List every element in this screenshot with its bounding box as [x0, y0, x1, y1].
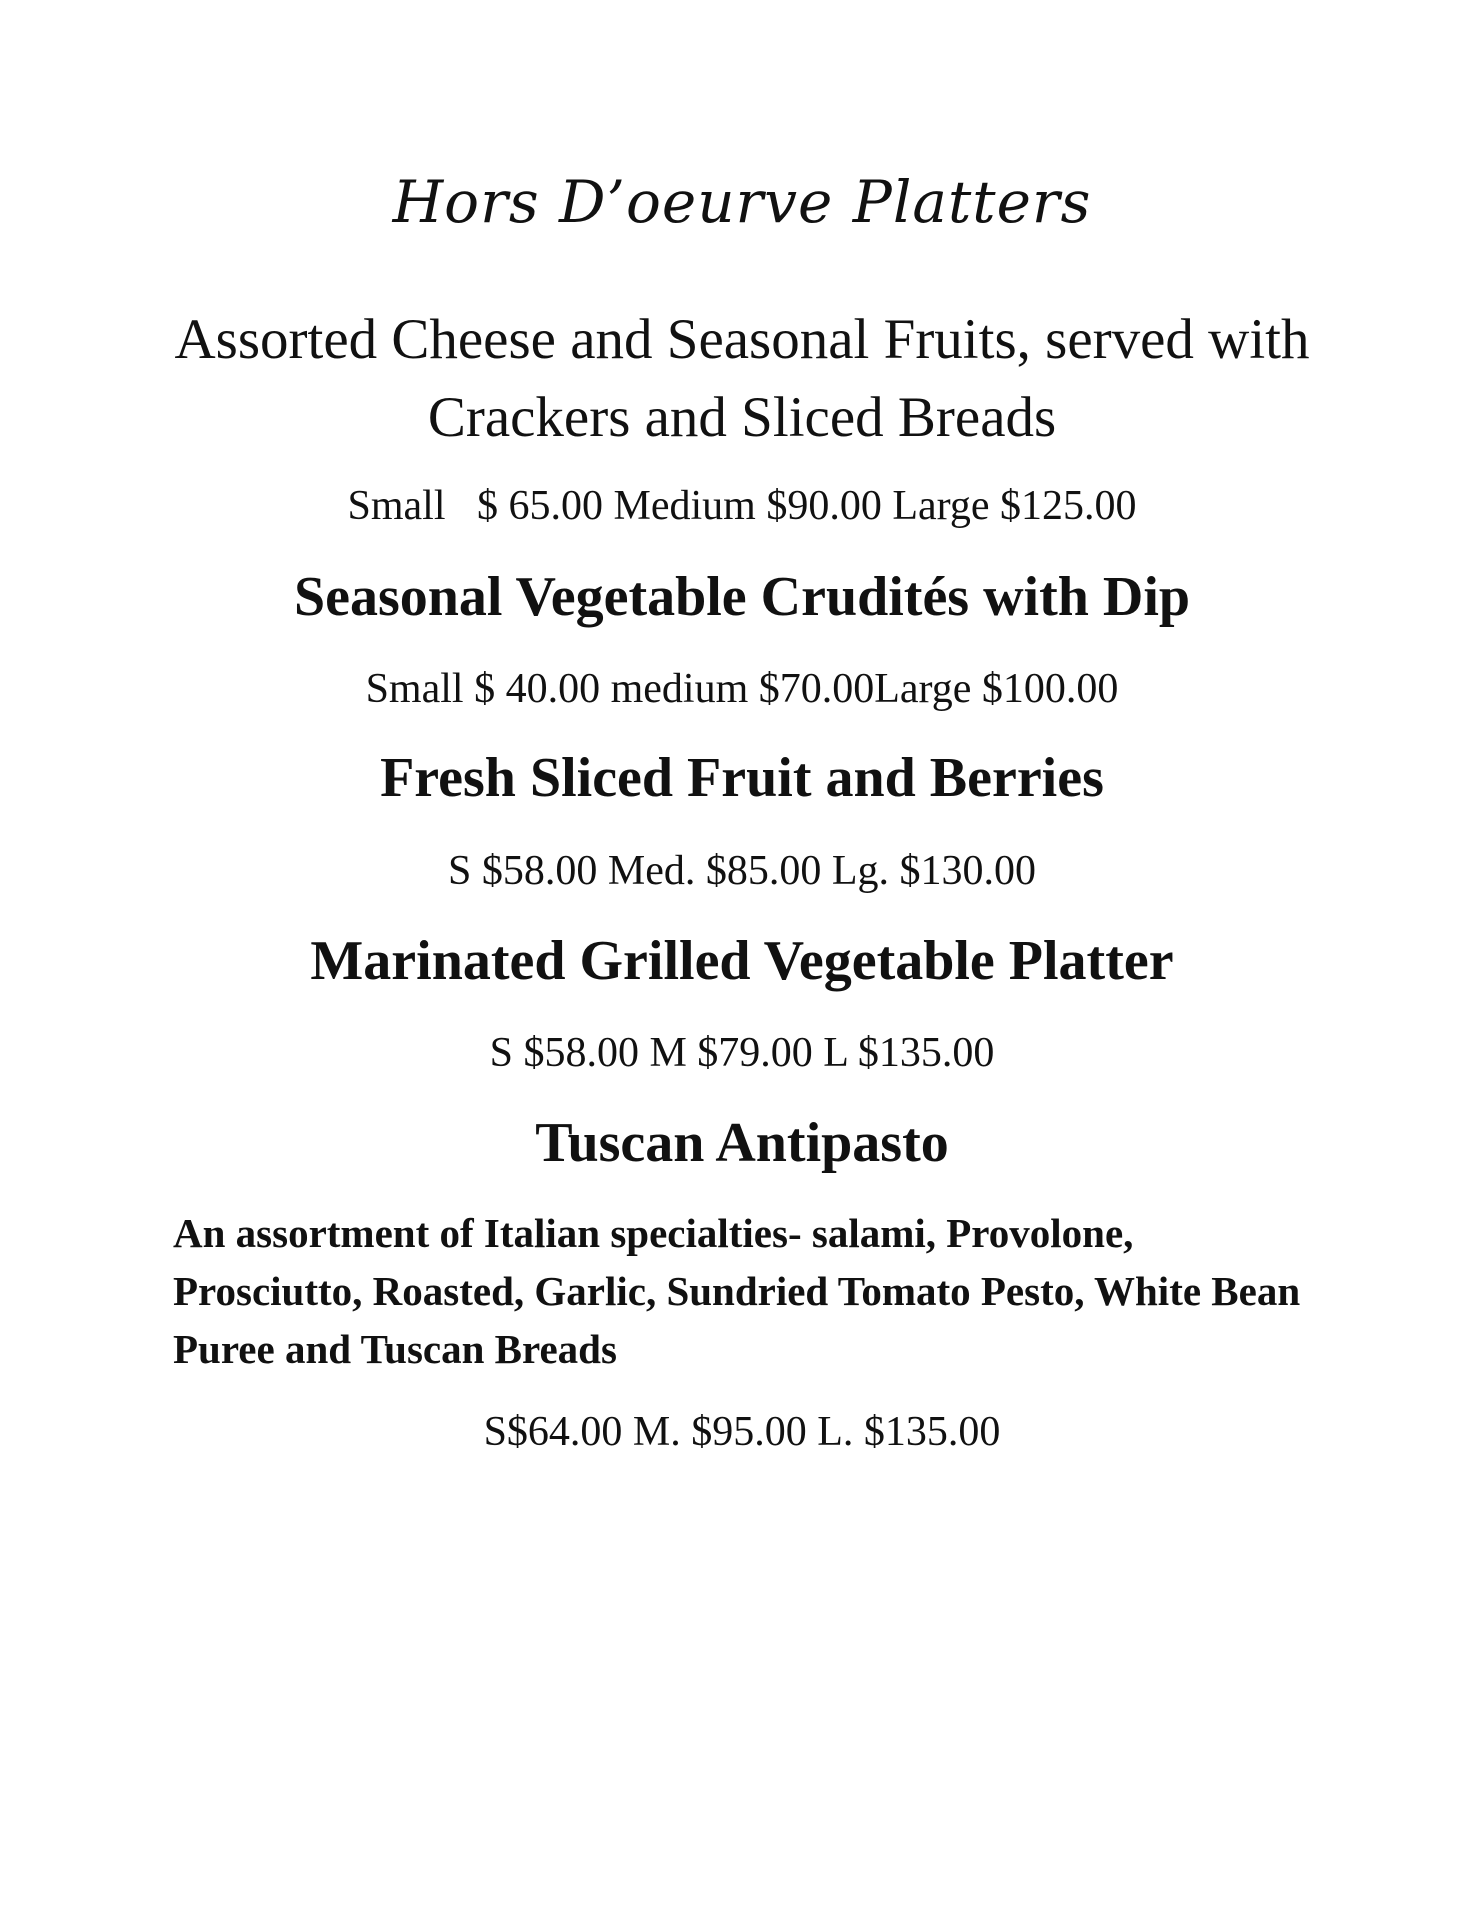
item-name-cheese-fruit: Assorted Cheese and Seasonal Fruits, served with Crackers and Sliced Breads	[174, 308, 1310, 449]
item-prices-tuscan-antipasto: S$64.00 M. $95.00 L. $135.00	[483, 1409, 1001, 1455]
item-prices-vegetable-crudites: Small $ 40.00 medium $70.00Large $100.00	[365, 666, 1119, 712]
item-description-tuscan-antipasto: An assortment of Italian specialties- salami, Provolone, Prosciutto, Roasted, Garlic, Sundried Tomato Pesto, White Bean Puree and Tuscan Breads	[173, 1210, 1301, 1372]
item-prices-grilled-vegetable: S $58.00 M $79.00 L $135.00	[489, 1030, 995, 1076]
item-prices-cheese-fruit: Small $ 65.00 Medium $90.00 Large $125.00	[347, 483, 1137, 529]
item-name-tuscan-antipasto: Tuscan Antipasto	[535, 1112, 949, 1174]
item-name-vegetable-crudites: Seasonal Vegetable Crudités with Dip	[293, 566, 1191, 628]
page-title: Hors D’oeurve Platters	[392, 168, 1092, 236]
item-prices-fresh-fruit-berries: S $58.00 Med. $85.00 Lg. $130.00	[448, 848, 1036, 894]
item-name-fresh-fruit-berries: Fresh Sliced Fruit and Berries	[380, 747, 1104, 809]
item-name-grilled-vegetable: Marinated Grilled Vegetable Platter	[310, 930, 1174, 992]
